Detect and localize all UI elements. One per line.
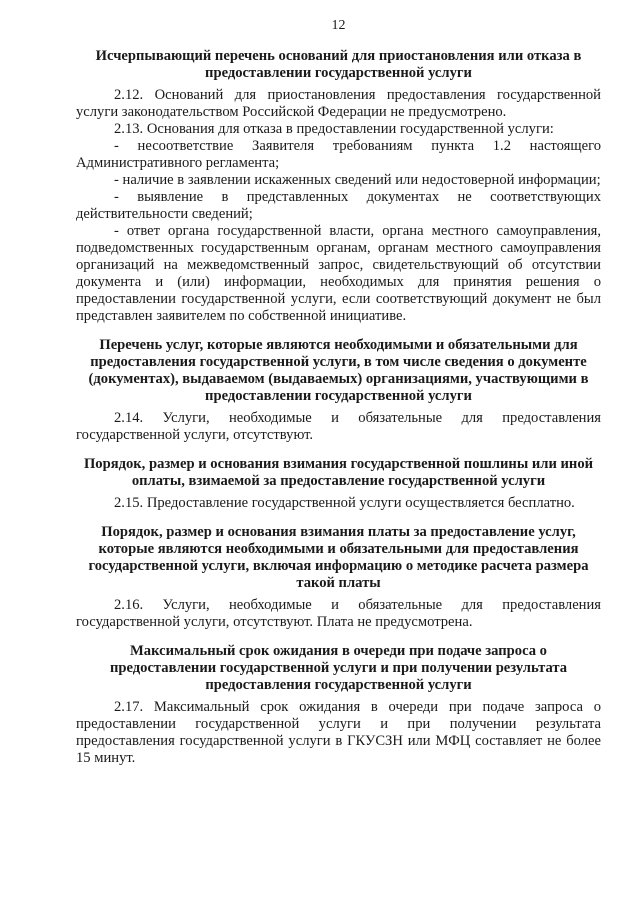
paragraph-2-14: 2.14. Услуги, необходимые и обязательные для предоставления государственной услуги, отсутствуют. [76,410,601,443]
paragraph-2-13: 2.13. Основания для отказа в предоставлении государственной услуги: [114,121,554,137]
list-item-distorted-info: - наличие в заявлении искаженных сведений или недостоверной информации; [114,172,601,188]
section-heading: Максимальный срок ожидания в очереди при подаче запроса о предоставлении государственной услуги и при получении результата предоставления государственной услуги [109,643,568,693]
paragraph-2-16: 2.16. Услуги, необходимые и обязательные для предоставления государственной услуги, отсутствуют. Плата не предусмотрена. [76,597,601,630]
section-grounds-for-refusal [76,48,601,325]
paragraph-2-17: 2.17. Максимальный срок ожидания в очереди при подаче запроса о предоставлении государственной услуги и при получении результата предоставления государственной услуги в ГКУСЗН или МФЦ составляет не более 15 минут. [76,699,601,766]
page-number: 12 [331,18,346,33]
section-heading: Порядок, размер и основания взимания государственной пошлины или иной оплаты, взимаемой за предоставление государственной услуги [83,456,594,489]
section-heading: Порядок, размер и основания взимания платы за предоставление услуг, которые являются необходимыми и обязательными для предоставления государственной услуги, включая информацию о методике расчета размера такой платы [88,524,589,591]
section-queue-time [76,643,601,767]
section-state-fee [76,456,601,512]
list-item-applicant-mismatch: - несоответствие Заявителя требованиям пункта 1.2 настоящего Административного регламента; [76,138,601,171]
section-heading: Перечень услуг, которые являются необходимыми и обязательными для предоставления государственной услуги, в том числе сведения о документе (документах), выдаваемом (выдаваемых) организациями, участвующими в предоставлении государственной услуги [88,337,589,404]
list-item-interagency-response: - ответ органа государственной власти, органа местного самоуправления, подведомственных государственным органам, органам местного самоуправления организаций на межведомственный запрос, свидетельствующий об отсутствии документа и (или) информации, необходимых для принятия решения о предоставлении государственной услуги, если соответствующий документ не был представлен заявителем по собственной инициативе. [76,223,601,324]
list-item-false-info: - выявление в представленных документах не соответствующих действительности сведений; [76,189,601,222]
section-service-fee [76,524,601,631]
section-required-services [76,337,601,444]
section-heading: Исчерпывающий перечень оснований для приостановления или отказа в предоставлении государственной услуги [95,48,582,81]
paragraph-2-15: 2.15. Предоставление государственной услуги осуществляется бесплатно. [114,495,575,511]
paragraph-2-12: 2.12. Оснований для приостановления предоставления государственной услуги законодательством Российской Федерации не предусмотрено. [76,87,601,120]
